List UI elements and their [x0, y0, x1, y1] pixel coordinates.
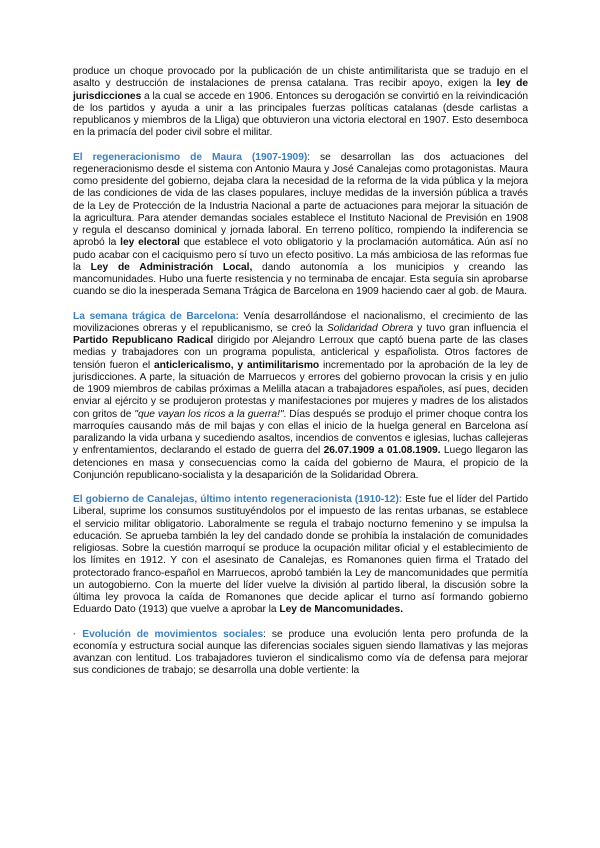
text: dando autonomía a los municipios y creando las mancomunidades. Hubo una fuerte resistencia y no terminaba de encajar. Esta seguía sin aprobarse cuando se dio la inesperada Semana Trágica de Barcelona en 1909 haciendo caer al gob. de Maura. — [73, 261, 528, 298]
bold-term: anticlericalismo, y antimilitarismo — [154, 359, 320, 371]
paragraph-jurisdicciones — [73, 66, 528, 140]
text: dirigido por Alejandro Lerroux que captó buena parte de las clases medias y trabajadores con un programa populista, anticlerical y españolista. Otros factores de tensión fueron el — [73, 335, 528, 371]
text: : se produce una evolución lenta pero profunda de la economía y estructura social aunque las diferencias sociales siguen siendo llamativas y las mejoras avanzan con lentitud. Los trabajadores tuvieron el sindicalismo como vía de defensa para mejorar sus condiciones de trabajo; se desarrolla una doble vertiente: la — [73, 628, 528, 677]
bold-date: 26.07.1909 a 01.08.1909. — [323, 445, 441, 457]
section-heading: El regeneracionismo de Maura (1907-1909) — [73, 151, 308, 163]
italic-quote: "que vayan los ricos a la guerra!" — [134, 408, 284, 420]
italic-term: Solidaridad Obrera — [326, 322, 414, 334]
text: : se desarrollan las dos actuaciones del regeneracionismo desde el sistema con Antonio Maura y José Canalejas como protagonistas. Maura como presidente del gobierno, dejaba clara la necesidad de la reforma de la vida pública y la mejora de las condiciones de vida de las clases populares, incluye medidas de la inversión pública a través de la Ley de Protección de la Industria Nacional a parte de actuaciones para mejorar la situación de la agricultura. Para atender demandas sociales establece el Instituto Nacional de Previsión en 1908 y regula el descanso dominical y jornada laboral. En terreno político, rompiendo la indiferencia se aprobó la — [73, 151, 528, 249]
text: Este fue el líder del Partido Liberal, suprime los consumos sustituyéndolos por el impuesto de las rentas urbanas, se establece el servicio militar obligatorio. Laboralmente se regula el trabajo nocturno femenino y se impulsa la educación. Se aprueba también la ley del candado donde se prohibía la instalación de comunidades religiosas. Sobre la cuestión marroquí se produce la ocupación militar oficial y el establecimiento de los límites en 1912. Y con el asesinato de Canalejas, es Romanones quien firma el Tratado del protectorado franco-español en Marruecos, aprobó también la Ley de mancomunidades que permitía un autogobierno. Con la muerte del líder vuelve la división al partido liberal, la discusión sobre la última ley provoca la caída de Romanones que decide aplicar el turno así formando gobierno Eduardo Dato (1913) que vuelve a aprobar la — [73, 494, 528, 616]
bold-term: Ley de Administración Local, — [90, 261, 253, 273]
paragraph-maura — [73, 152, 528, 299]
paragraph-canalejas — [73, 494, 528, 617]
bold-term: Partido Republicano Radical — [73, 335, 214, 346]
bold-term: ley de jurisdicciones — [73, 78, 528, 102]
section-heading: El gobierno de Canalejas, último intento regeneracionista (1910-12): — [73, 494, 403, 505]
text: produce un choque provocado por la publicación de un chiste antimilitarista que se tradujo en el asalto y destrucción de instalaciones de prensa catalana. Tras recibir apoyo, exigen la — [73, 66, 528, 90]
bold-term: ley electoral — [120, 237, 180, 249]
text: . Días después se produjo el primer choque contra los marroquíes causando más de mil bajas y con ellas el inicio de la huelga general en Barcelona así paralizando la vida urbana y sucediendo asaltos, incendios de conventos e iglesias, luchas callejeras y enfrentamientos, declarando el estado de guerra del — [73, 408, 528, 457]
section-heading: · Evolución de movimientos sociales — [73, 628, 264, 640]
text: y tuvo gran influencia el — [413, 322, 528, 334]
section-heading: La semana trágica de Barcelona: — [73, 310, 239, 322]
text: Luego llegaron las detenciones en masa y consecuencias como la caída del gobierno de Maura, el propicio de la Conjunción republicano-socialista y la desaparición de la Solidaridad Obrera. — [73, 445, 528, 481]
text: a la cual se accede en 1906. Entonces su derogación se convirtió en la reivindicación de los partidos y ayuda a unir a las principales fuerzas políticas catalanas (desde carlistas a republicanos y miembros de la Lliga) que obtuvieron una victoria electoral en 1907. Esto desemboca en la primacía del poder civil sobre el militar. — [73, 90, 528, 139]
paragraph-movimientos-sociales — [73, 629, 528, 678]
paragraph-semana-tragica — [73, 311, 528, 483]
text: incrementado por la aprobación de la ley de jurisdicciones. A parte, la situación de Marruecos y errores del gobierno provocan la crisis y en julio de 1909 miembros de cabilas próximas a Melilla atacan a trabajadores españoles, así pues, deciden enviar al ejército y se produjeron protestas y manifestaciones por mujeres y madres de los alistados con gritos de — [73, 359, 528, 420]
text: que establece el voto obligatorio y la proclamación automática. Aún así no pudo acabar con el caciquismo pero sí tuvo un efecto positivo. La más ambiciosa de las reformas fue la — [73, 237, 528, 273]
text: Venía desarrollándose el nacionalismo, el crecimiento de las movilizaciones obreras y el republicanismo, se creó la — [73, 310, 528, 334]
bold-term: Ley de Mancomunidades. — [279, 604, 403, 616]
